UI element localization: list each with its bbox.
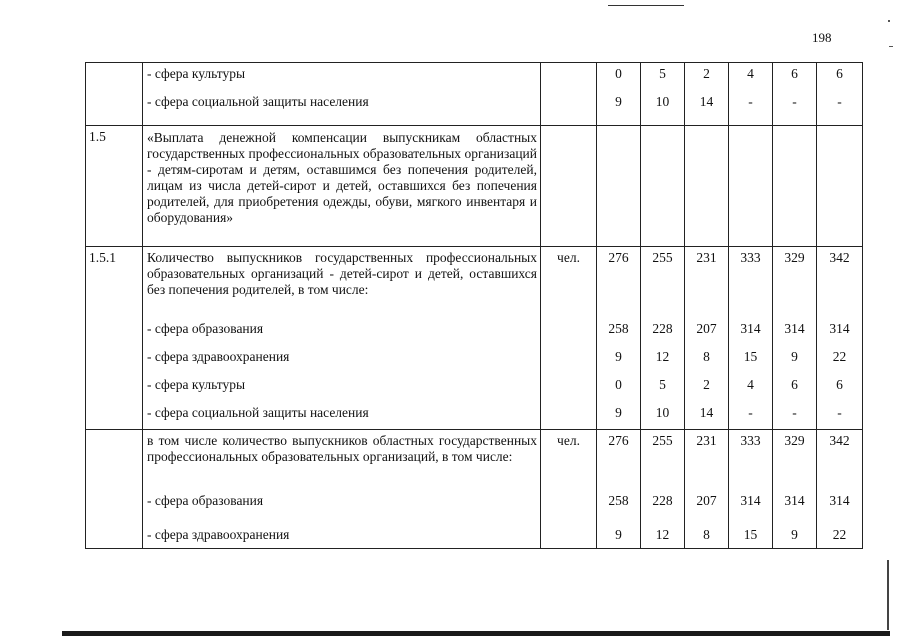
value: 15 xyxy=(743,527,758,542)
value: 5 xyxy=(659,377,666,392)
value-cell xyxy=(729,126,773,247)
value: 314 xyxy=(784,321,805,336)
value: 228 xyxy=(652,493,673,508)
value: 15 xyxy=(743,349,758,364)
value-cell xyxy=(685,126,729,247)
value: 22 xyxy=(832,527,847,542)
table-row-indicator xyxy=(86,430,863,549)
value-cell xyxy=(817,126,863,247)
line-text: - сфера социальной защиты населения xyxy=(147,94,369,109)
scan-edge-mark xyxy=(887,560,889,630)
line-text: в том числе количество выпускников областных государственных профессиональных образовательных организаций, в том числе: xyxy=(147,433,537,464)
value: 342 xyxy=(829,433,850,448)
line-text: - сфера образования xyxy=(147,321,264,336)
value: - xyxy=(748,405,753,420)
value: 314 xyxy=(740,321,761,336)
value: 8 xyxy=(703,349,710,364)
code-cell xyxy=(86,430,143,549)
value-cell xyxy=(729,247,773,430)
value-cell xyxy=(817,63,863,126)
line-text: - сфера образования xyxy=(147,493,264,508)
value: 6 xyxy=(791,377,798,392)
value-cell xyxy=(685,247,729,430)
value: 4 xyxy=(747,66,754,81)
value: - xyxy=(837,405,842,420)
value: 314 xyxy=(784,493,805,508)
unit-cell: чел. xyxy=(541,430,597,549)
value: 9 xyxy=(615,349,622,364)
description-cell xyxy=(143,430,541,549)
value-cell xyxy=(729,430,773,549)
value-cell xyxy=(773,63,817,126)
unit-cell xyxy=(541,63,597,126)
value: 14 xyxy=(699,405,714,420)
value: - xyxy=(748,94,753,109)
value: 0 xyxy=(615,377,622,392)
value: 276 xyxy=(608,250,629,265)
line-text: - сфера культуры xyxy=(147,377,246,392)
value-cell xyxy=(597,63,641,126)
unit-cell: чел. xyxy=(541,247,597,430)
value: - xyxy=(792,405,797,420)
scan-bottom-bar xyxy=(62,631,890,636)
value-cell xyxy=(641,247,685,430)
value: 329 xyxy=(784,250,805,265)
value: 333 xyxy=(740,433,761,448)
line-text: - сфера здравоохранения xyxy=(147,527,290,542)
value-cell xyxy=(597,247,641,430)
value-cell xyxy=(773,247,817,430)
value-cell xyxy=(597,126,641,247)
value: 9 xyxy=(615,94,622,109)
value: 6 xyxy=(836,377,843,392)
value: 258 xyxy=(608,321,629,336)
line-text: - сфера социальной защиты населения xyxy=(147,405,369,420)
value: 9 xyxy=(615,405,622,420)
value-cell xyxy=(641,63,685,126)
value: 231 xyxy=(696,250,717,265)
value: 314 xyxy=(829,321,850,336)
value: 9 xyxy=(791,349,798,364)
value: 9 xyxy=(615,527,622,542)
value: 207 xyxy=(696,321,717,336)
value: 329 xyxy=(784,433,805,448)
top-rule xyxy=(608,5,684,6)
value-cell xyxy=(641,430,685,549)
value-cell xyxy=(817,247,863,430)
value: 4 xyxy=(747,377,754,392)
value: 258 xyxy=(608,493,629,508)
description-cell xyxy=(143,247,541,430)
value-cell xyxy=(773,126,817,247)
value: 333 xyxy=(740,250,761,265)
line-text: - сфера здравоохранения xyxy=(147,349,290,364)
value: 2 xyxy=(703,66,710,81)
value: 14 xyxy=(699,94,714,109)
value: 231 xyxy=(696,433,717,448)
value: 207 xyxy=(696,493,717,508)
value: 10 xyxy=(655,94,670,109)
scan-speck xyxy=(888,20,890,22)
value: 8 xyxy=(703,527,710,542)
value: 6 xyxy=(836,66,843,81)
value: 9 xyxy=(791,527,798,542)
table-row-section-heading xyxy=(86,126,863,247)
value: 276 xyxy=(608,433,629,448)
value: - xyxy=(792,94,797,109)
code-cell xyxy=(86,63,143,126)
scan-speck xyxy=(889,46,893,47)
value-cell xyxy=(729,63,773,126)
value: 228 xyxy=(652,321,673,336)
value: 0 xyxy=(615,66,622,81)
unit-cell xyxy=(541,126,597,247)
value: 314 xyxy=(740,493,761,508)
indicator-table xyxy=(85,62,863,549)
description-cell xyxy=(143,63,541,126)
value: 10 xyxy=(655,405,670,420)
value-cell xyxy=(597,430,641,549)
value-cell xyxy=(817,430,863,549)
line-text: - сфера культуры xyxy=(147,66,246,81)
value-cell xyxy=(685,63,729,126)
value-cell xyxy=(685,430,729,549)
value: 255 xyxy=(652,433,673,448)
value: 22 xyxy=(832,349,847,364)
value: 6 xyxy=(791,66,798,81)
value: 5 xyxy=(659,66,666,81)
page-number: 198 xyxy=(812,30,832,45)
table-row-continuation xyxy=(86,63,863,126)
value: 314 xyxy=(829,493,850,508)
section-heading-text: «Выплата денежной компенсации выпускникам областных государственных профессиональных образовательных организаций - детям-сиротам и детям, оставшимся без попечения родителей, лицам из числа детей-сирот и детей, оставшихся без попечения родителей, для приобретения одежды, обуви, мягкого инвентаря и оборудования» xyxy=(147,130,537,225)
value: 342 xyxy=(829,250,850,265)
line-text: Количество выпускников государственных профессиональных образовательных организаций - детей-сирот и детей, оставшихся без попечения родителей, в том числе: xyxy=(147,250,537,297)
code-cell: 1.5.1 xyxy=(86,247,143,430)
value: - xyxy=(837,94,842,109)
value: 12 xyxy=(655,349,670,364)
code-cell: 1.5 xyxy=(86,126,143,247)
value: 255 xyxy=(652,250,673,265)
value: 12 xyxy=(655,527,670,542)
value: 2 xyxy=(703,377,710,392)
value-cell xyxy=(773,430,817,549)
description-cell xyxy=(143,126,541,247)
table-row-indicator xyxy=(86,247,863,430)
value-cell xyxy=(641,126,685,247)
